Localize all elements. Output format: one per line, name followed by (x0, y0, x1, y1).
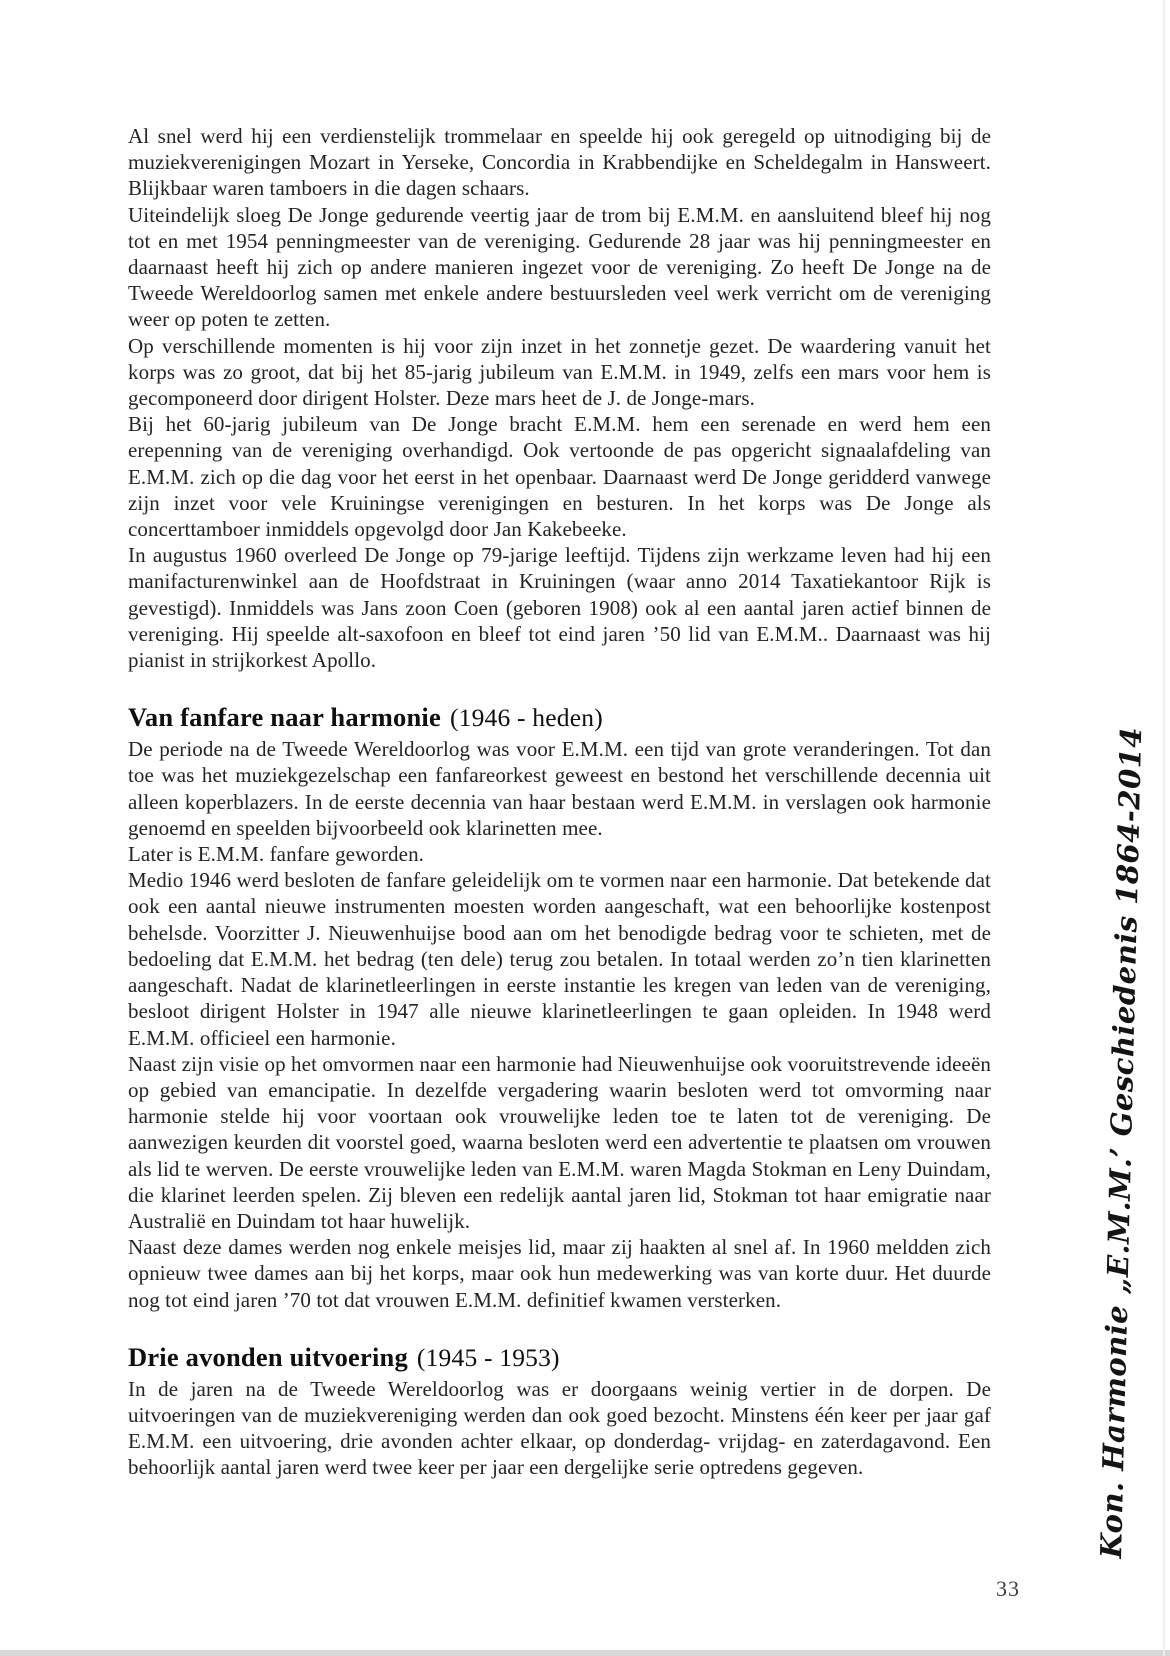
page-number: 33 (996, 1576, 1020, 1601)
text-column (128, 123, 991, 1481)
section-title: Drie avonden uitvoering (128, 1341, 408, 1372)
paragraph: Medio 1946 werd besloten de fanfare geleidelijk om te vormen naar een harmonie. Dat betekende dat ook een aantal nieuwe instrumenten moesten worden aangeschaft, wat een behoorlijke kostenpost behelsde. Voorzitter J. Nieuwenhuijse bood aan om het benodigde bedrag voor te schieten, met de bedoeling dat E.M.M. het bedrag (ten dele) terug zou betalen. In totaal werden zo’n tien klarinetten aangeschaft. Nadat de klarinetleerlingen in eerste instantie les kregen van leden van de vereniging, besloot dirigent Holster in 1947 alle nieuwe klarinetleerlingen te gaan opleiden. In 1948 werd E.M.M. officieel een harmonie. (128, 868, 991, 1050)
section-heading-fanfare-naar-harmonie (128, 701, 991, 734)
paragraph: Naast deze dames werden nog enkele meisjes lid, maar zij haakten al snel af. In 1960 meldden zich opnieuw twee dames aan bij het korps, maar ook hun medewerking was van korte duur. Het duurde nog tot eind jaren ’70 tot dat vrouwen E.M.M. definitief kwamen versterken. (128, 1235, 991, 1312)
paragraph: Al snel werd hij een verdienstelijk trommelaar en speelde hij ook geregeld op uitnodiging bij de muziekverenigingen Mozart in Yerseke, Concordia in Krabbendijke en Scheldegalm in Hansweert. Blijkbaar waren tamboers in die dagen schaars. (128, 124, 991, 201)
paragraph: Bij het 60-jarig jubileum van De Jonge bracht E.M.M. hem een serenade en werd hem een erepenning van de vereniging overhandigd. Ook vertoonde de pas opgericht signaalafdeling van E.M.M. zich op die dag voor het eerst in het openbaar. Daarnaast werd De Jonge geridderd vanwege zijn inzet voor vele Kruiningse verenigingen en besturen. In het korps was De Jonge als concerttamboer inmiddels opgevolgd door Jan Kakebeeke. (128, 412, 991, 542)
paragraph: Later is E.M.M. fanfare geworden. (128, 842, 425, 867)
scan-bottom-edge (0, 1650, 1170, 1656)
section-heading-drie-avonden-uitvoering (128, 1341, 991, 1374)
paragraph: De periode na de Tweede Wereldoorlog was voor E.M.M. een tijd van grote veranderingen. Tot dan toe was het muziekgezelschap een fanfareorkest geweest en bestond het verschillende decennia uit alleen koperblazers. In de eerste decennia van haar bestaan werd E.M.M. in verslagen ook harmonie genoemd en speelden bijvoorbeeld ook klarinetten mee. (128, 737, 991, 840)
paragraph: Uiteindelijk sloeg De Jonge gedurende veertig jaar de trom bij E.M.M. en aansluitend bleef hij nog tot en met 1954 penningmeester van de vereniging. Gedurende 28 jaar was hij penningmeester en daarnaast heeft hij zich op andere manieren ingezet voor de vereniging. Zo heeft De Jonge na de Tweede Wereldoorlog samen met enkele andere bestuursleden veel werk verricht om de vereniging weer op poten te zetten. (128, 202, 991, 332)
paragraph: Naast zijn visie op het omvormen naar een harmonie had Nieuwenhuijse ook vooruitstrevende ideeën op gebied van emancipatie. In dezelfde vergadering waarin besloten werd tot omvorming naar harmonie stelde hij voor voortaan ook vrouwelijke leden toe te laten tot de vereniging. De aanwezigen keurden dit voorstel goed, waarna besloten werd een advertentie te plaatsen om vrouwen als lid te werven. De eerste vrouwelijke leden van E.M.M. waren Magda Stokman en Leny Duindam, die klarinet leerden spelen. Zij bleven een redelijk aantal jaren lid, Stokman tot haar emigratie naar Australië en Duindam tot haar huwelijk. (128, 1051, 991, 1233)
paragraph: In augustus 1960 overleed De Jonge op 79-jarige leeftijd. Tijdens zijn werkzame leven had hij een manifacturenwinkel aan de Hoofdstraat in Kruiningen (waar anno 2014 Taxatiekantoor Rijk is gevestigd). Inmiddels was Jans zoon Coen (geboren 1908) ook al een aantal jaren actief binnen de vereniging. Hij speelde alt-saxofoon en bleef tot eind jaren ’50 lid van E.M.M.. Daarnaast was hij pianist in strijkorkest Apollo. (128, 543, 991, 673)
sidebar-vertical-title: Kon. Harmonie „E.M.M.’ Geschiedenis 1864-2014 (1094, 726, 1149, 1559)
section-title: Van fanfare naar harmonie (128, 702, 441, 733)
paragraph: Op verschillende momenten is hij voor zijn inzet in het zonnetje gezet. De waardering vanuit het korps was zo groot, dat bij het 85-jarig jubileum van E.M.M. in 1949, zelfs een mars voor hem is gecomponeerd door dirigent Holster. Deze mars heet de J. de Jonge-mars. (128, 333, 991, 411)
section-years: (1946 - heden) (449, 703, 603, 733)
paragraph: In de jaren na de Tweede Wereldoorlog was er doorgaans weinig vertier in de dorpen. De uitvoeringen van de muziekvereniging werden dan ook goed bezocht. Minstens één keer per jaar gaf E.M.M. een uitvoering, drie avonden achter elkaar, op donderdag- vrijdag- en zaterdagavond. Een behoorlijk aantal jaren werd twee keer per jaar een dergelijke serie optredens gegeven. (128, 1376, 991, 1480)
scan-right-edge (1163, 0, 1165, 1656)
section-years: (1945 - 1953) (416, 1342, 560, 1372)
